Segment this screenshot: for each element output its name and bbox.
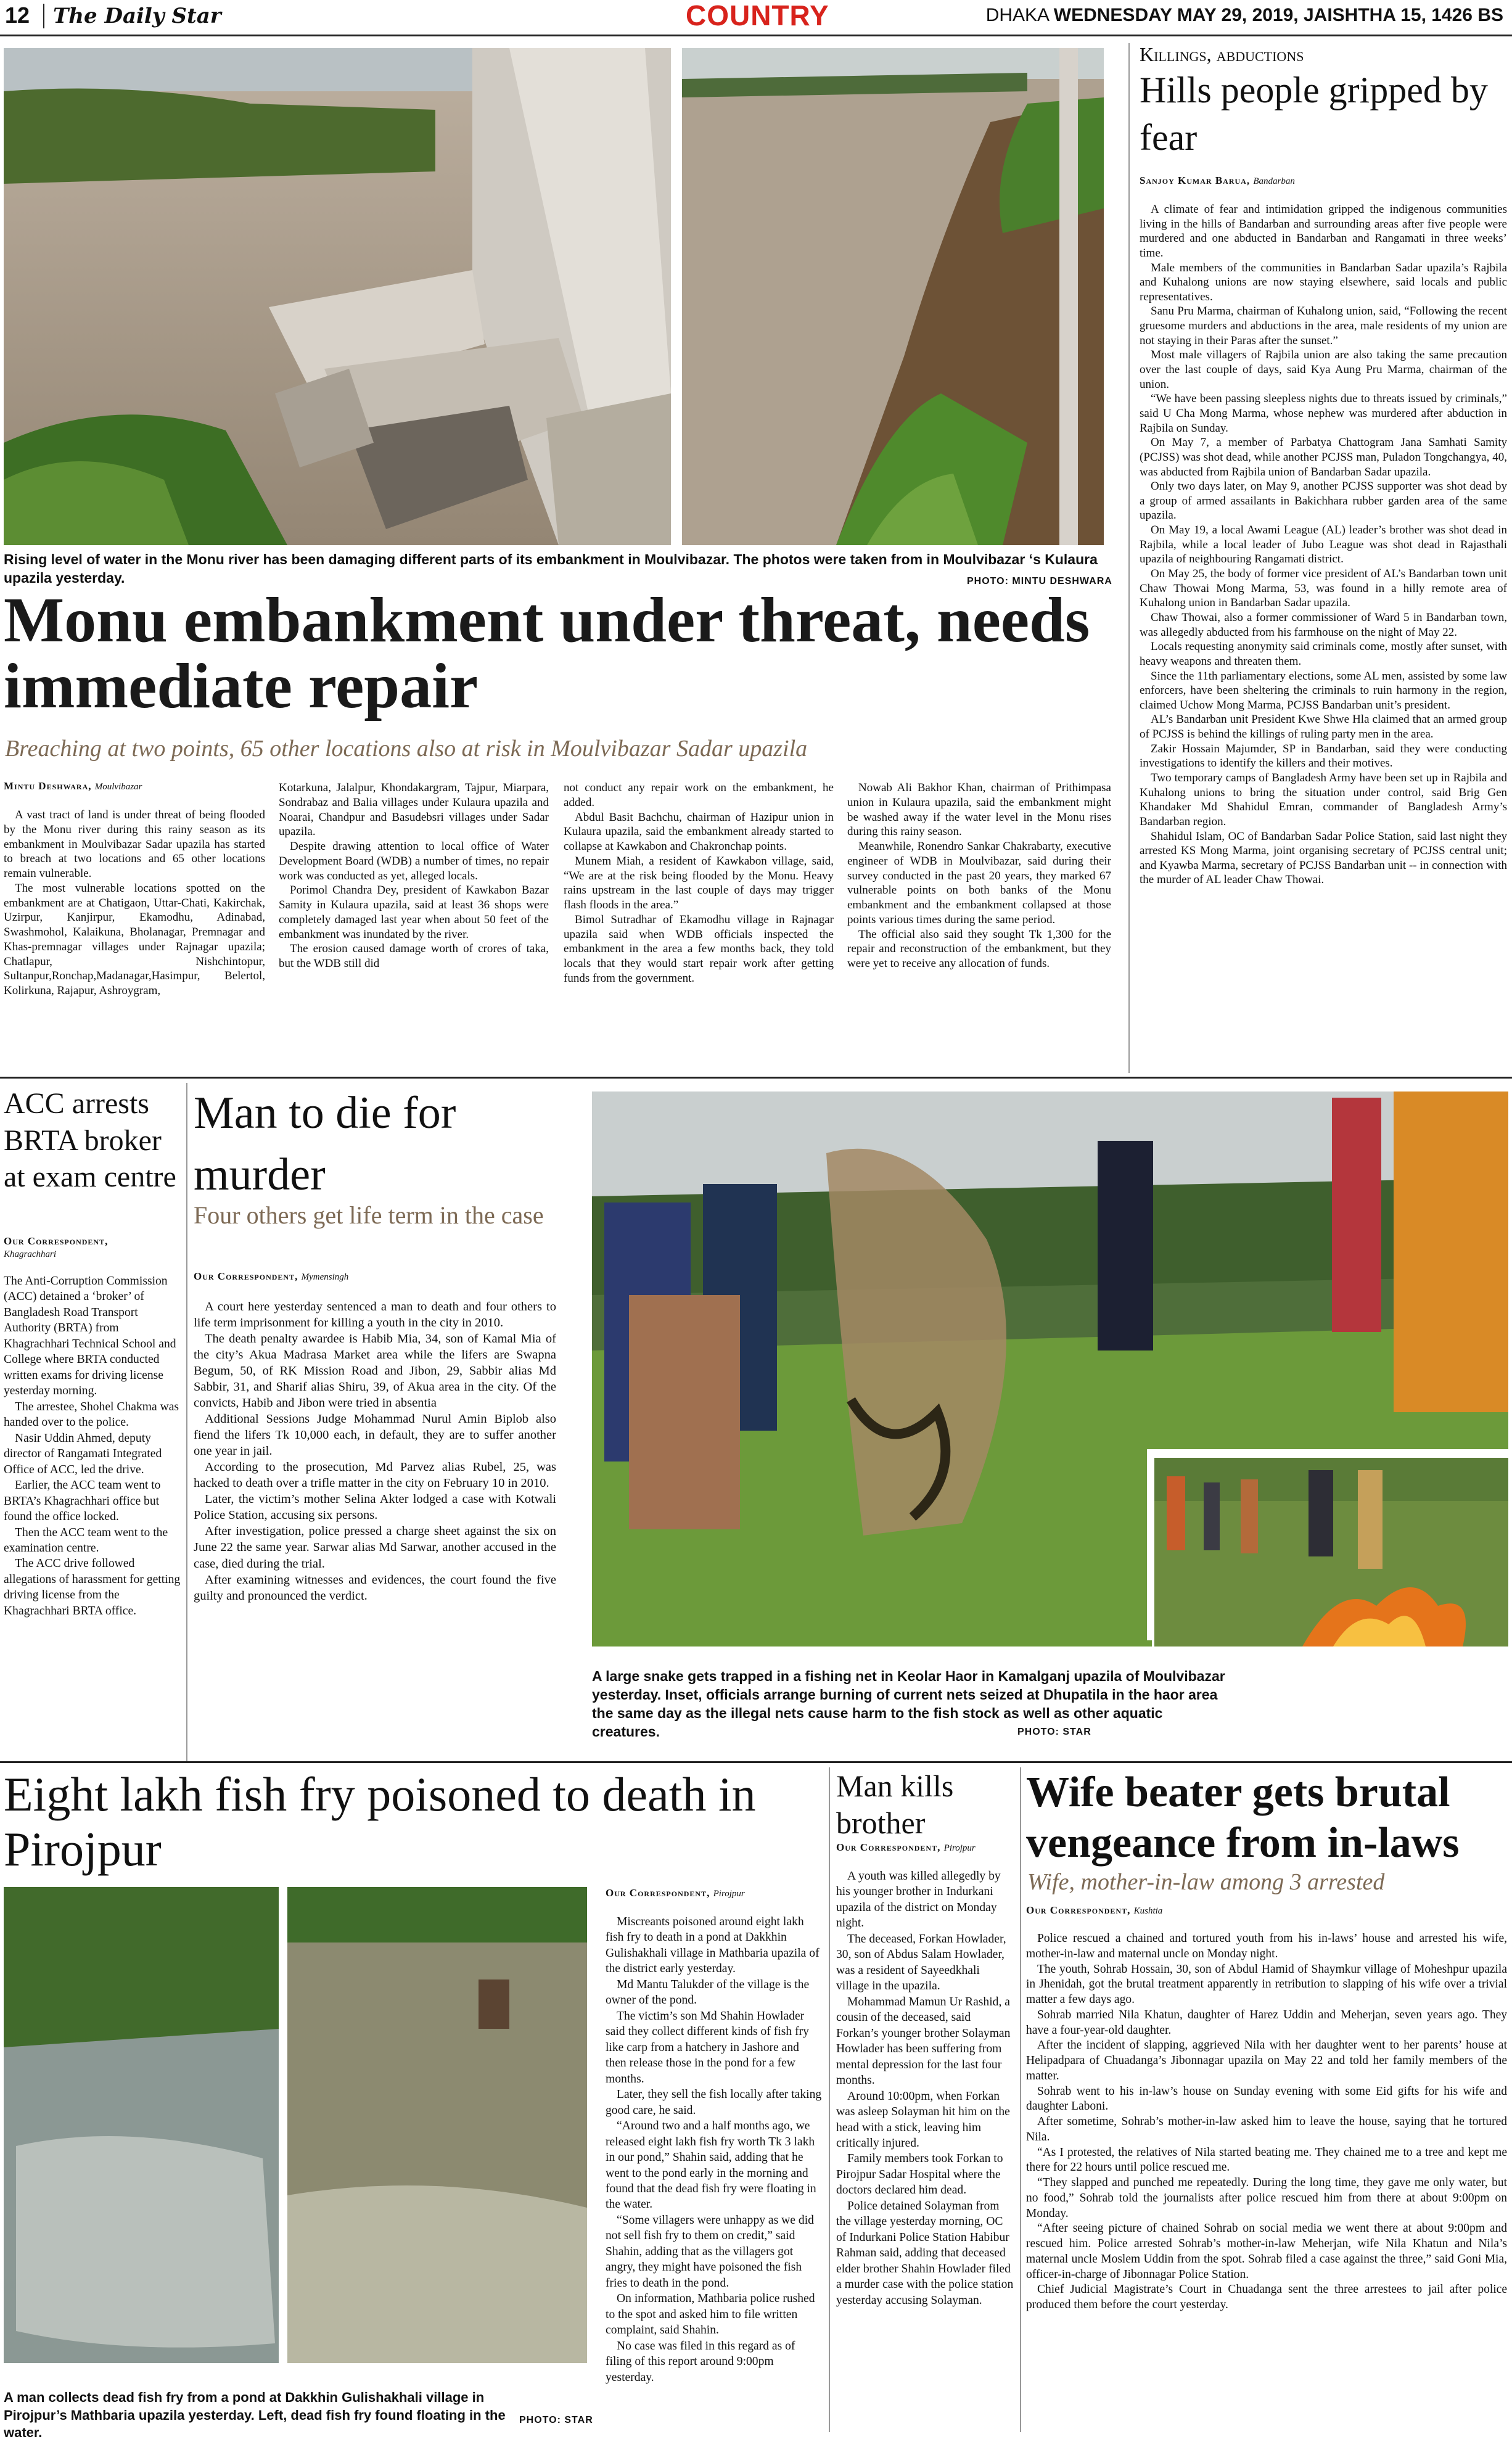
hills-kicker: Killings, abductions	[1140, 43, 1304, 65]
section-rule	[0, 1761, 1512, 1763]
section-rule	[0, 1077, 1512, 1079]
brother-body: A youth was killed allegedly by his younger brother in Indurkani upazila of the district on Monday night. The deceased, Forkan Howlader, 30, son of Abdus Salam Howlader, was a resident of Sayeedkhali village in the upazila. Mohammad Mamun Ur Rashid, a cousin of the deceased, said Forkan’s younger brother Solayman Howlader has been suffering from mental depression for the last four months. Around 10:00pm, when Forkan was asleep Solayman hit him on the head with a stick, leaving him critically injured. Family members took Forkan to Pirojpur Sadar Hospital where the doctors declared him dead. Police detained Solayman from the village yesterday morning, OC of Indurkani Police Station Habibur Rahman said, adding that deceased elder brother Shahin Howlader filed a murder case with the police station yesterday accusing Solayman.	[836, 1870, 1014, 2307]
dateline: DHAKA WEDNESDAY MAY 29, 2019, JAISHTHA 15, 1426 BS	[985, 5, 1503, 25]
newspaper-logo: The Daily Star	[43, 4, 221, 28]
acc-body: The Anti-Corruption Commission (ACC) detained a ‘broker’ of Bangladesh Road Transport Authority (BRTA) from Khagrachhari Technical School and College where BRTA conducted written exams for driving license yesterday morning. The arrestee, Shohel Chakma was handed over to the police. Nasir Uddin Ahmed, deputy director of Rangamati Integrated Office of ACC, led the drive. Earlier, the ACC team went to BRTA’s Khagrachhari office but found the office locked. Then the ACC team went to the examination centre. The ACC drive followed allegations of harassment for getting driving license from the Khagrachhari BRTA office.	[4, 1275, 181, 1618]
fish-byline: Our Correspondent, Pirojpur	[606, 1887, 745, 1899]
fish-body: Miscreants poisoned around eight lakh fish fry to death in a pond at Dakkhin Gulishakhali village in Mathbaria upazila of the district early yesterday. Md Mantu Talukder of the village is the owner of the pond. The victim’s son Md Shahin Howlader said they collect different kinds of fish fry like carp from a hatchery in Jashore and then release those in the pond for a few months. Later, they sell the fish locally after taking good care, he said. “Around two and a half months ago, we released eight lakh fish fry worth Tk 3 lakh in our pond,” Shahin said, adding that he went to the pond early in the morning and found that the dead fish fry were floating in the water. “Some villagers were unhappy as we did not sell fish fry to them on credit,” said Shahin, adding that as the villagers got angry, they might have poisoned the fish fries to death in the pond. On information, Mathbaria police rushed to the spot and asked him to file written complaint, said Shahin. No case was filed in this regard as of filing of this report around 9:00pm yesterday.	[606, 1915, 822, 2384]
embankment-photo-credit: PHOTO: MINTU DESHWARA	[967, 576, 1112, 586]
hills-body: A climate of fear and intimidation gripped the indigenous communities living in the hills of Bandarban and surrounding areas after five people were murdered and one abducted in Bandarban and Rangamati in three weeks’ time. Male members of the communities in Bandarban Sadar upazila’s Rajbila and Kuhalong unions are now staying elsewhere, said locals and public representatives. Sanu Pru Marma, chairman of Kuhalong union, said, “Following the recent gruesome murders and abductions in the area, male residents of my union are not staying in their Paras after the sunset.” Most male villagers of Rajbila union are also taking the same precaution over the last couple of days, said Kya Aung Pru Marma, chairman of the union. “We have been passing sleepless nights due to threats issued by criminals,” said U Cha Mong Marma, whose nephew was murdered after abduction in Rajbila on Sunday. On May 7, a member of Parbatya Chattogram Jana Samhati Samity (PCJSS) was shot dead, while another PCJSS man, Puladon Tongchangya, 40, was abducted from Rajbila union of Bandarban Sadar upazila. Only two days later, on May 9, another PCJSS supporter was shot dead by a group of armed assailants in Bakichhara rubber garden area of the same upazila. On May 19, a local Awami League (AL) leader’s brother was shot dead in Rajbila, while a local leader of Jubo League was shot dead in Rajasthali upazila of neighbouring Rangamati district. On May 25, the body of former vice president of AL’s Bandarban town unit Chaw Thowai Mong Marma, 53, was found in a hilly remote area of Kuhalong union in Bandarban Sadar upazila. Chaw Thowai, also a former commissioner of Ward 5 in Bandarban town, was allegedly abducted from his farmhouse on the night of May 22. Locals requesting anonymity said criminals come, mostly after sunset, with heavy weapons and threaten them. Since the 11th parliamentary elections, some AL men, assisted by some law enforcers, have been sheltering the criminals to ruin harmony in the region, claimed Uchow Mong Marma, PCJSS Bandarban unit’s president. AL’s Bandarban unit President Kwe Shwe Hla claimed that an armed group of PCJSS is behind the killings of ruling party men in the area. Zakir Hossain Majumder, SP in Bandarban, said they were conducting investigations to identify the killers and their motives. Two temporary camps of Bangladesh Army have been set up in Rajbila and Kuhalong unions to bring the situation under control, said Brig Gen Khandaker Md Shahidul Emran, commander of Bangladesh Army’s Bandarban region. Shahidul Islam, OC of Bandarban Sadar Police Station, said last night they arrested KS Mong Marma, joint organising secretary of PCJSS central unit; and Kyawba Marma, secretary of PCJSS Bandarban unit -- in connection with the murder of AL leader Chaw Thowai.	[1140, 203, 1507, 887]
murder-body: A court here yesterday sentenced a man to death and four others to life term imprisonment for killing a youth in the city in 2010. The death penalty awardee is Habib Mia, 34, son of Kamal Mia of the city’s Akua Madrasa Market area while the lifers are Swapna Begum, 50, of RK Mission Road and Jibon, 29, Sabbir alias Md Sabbir, 31, and Sharif alias Shiru, 39, of Akua area in the city. Of the convicts, Habib and Jibon were tried in absentia Additional Sessions Judge Mohammad Nurul Amin Biplob also fiend the lifers Tk 10,000 each, in default, they are to suffer another one year in jail. According to the prosecution, Md Parvez alias Rubel, 25, was hacked to death over a trifle matter in the city on February 10 in 2010. Later, the victim’s mother Selina Akter lodged a case with Kotwali Police Station, accusing six persons. After investigation, police pressed a charge sheet against the six on June 22 the same year. Sarwar alias Md Sarwar, another accused in the case, died during the trial. After examining witnesses and evidences, the court found the five guilty and pronounced the verdict.	[194, 1300, 556, 1603]
brother-byline: Our Correspondent, Pirojpur	[836, 1841, 976, 1853]
column-divider	[1128, 43, 1130, 1073]
embankment-photo-caption: Rising level of water in the Monu river has been damaging different parts of its embankment in Moulvibazar. The photos were taken from in Moulvibazar ‘s Kulaura upazila yesterday.	[4, 551, 1098, 586]
monu-column-4: Nowab Ali Bakhor Khan, chairman of Prithimpasa union in Kulaura upazila, said the embankment might be washed away if the water level in the Monu rises during this rainy season. Meanwhile, Ronendro Sankar Chakrabarty, executive engineer of WDB in Moulvibazar, said during their survey conducted in the past 20 years, they marked 67 vulnerable points on both banks of the Monu embankment and the embankment collapsed at those points various times during the same period. The official also said they sought Tk 1,300 for the repair and reconstruction of the embankment, but they were yet to receive any allocation of funds.	[847, 781, 1111, 970]
monu-deck: Breaching at two points, 65 other locations also at risk in Moulvibazar Sadar upazila	[5, 736, 808, 762]
wife-byline: Our Correspondent, Kushtia	[1026, 1904, 1163, 1916]
page-number: 12	[5, 2, 30, 28]
fish-photo-left	[4, 1887, 279, 2363]
fish-photo-credit: PHOTO: STAR	[519, 2415, 593, 2425]
snake-inset-photo	[1152, 1455, 1511, 1649]
page-header	[0, 0, 1512, 36]
column-divider	[186, 1083, 187, 1761]
monu-column-3: not conduct any repair work on the embankment, he added. Abdul Basit Bachchu, chairman of Hazipur union in Kulaura upazila, said the embankment already started to collapse at Kawkabon and Chakronchap points. Munem Miah, a resident of Kawkabon village, said, “We are at the risk being flooded by the Monu. Heavy rains upstream in the last couple of days may trigger flash floods in the area.” Bimol Sutradhar of Ekamodhu village in Rajnagar upazila said when WDB officials inspected the embankment in the area a few months back, they told locals that they would start repair work after getting funds from the government.	[564, 781, 834, 985]
embankment-photo-right	[682, 48, 1104, 545]
murder-headline: Man to die for murder	[194, 1088, 456, 1200]
acc-byline: Our Correspondent, Khagrachhari	[4, 1235, 109, 1259]
column-divider	[829, 1767, 830, 2432]
brother-headline: Man kills brother	[836, 1769, 954, 1840]
monu-byline: Mintu Deshwara, Moulvibazar	[4, 780, 142, 792]
fish-headline: Eight lakh fish fry poisoned to death in Pirojpur	[4, 1767, 756, 1876]
acc-headline: ACC arrests BRTA broker at exam centre	[4, 1087, 176, 1194]
wife-headline: Wife beater gets brutal vengeance from in-laws	[1026, 1769, 1460, 1867]
monu-column-2: Kotarkuna, Jalalpur, Khondakargram, Tajpur, Miarpara, Sondrabaz and Balia villages under Kulaura upazila and Noarai, Chandpur and Basudebsri villages under Sadar upazila. Despite drawing attention to local office of Water Development Board (WDB) a number of times, no repair work was conducted as yet, alleged locals. Porimol Chandra Dey, president of Kawkabon Bazar Samity in Kulaura upazila, said at least 36 shops were completely damaged last year when about 50 feet of the embankment was inundated by the river. The erosion caused damage worth of crores of taka, but the WDB still did	[279, 781, 549, 970]
section-title: COUNTRY	[686, 0, 829, 31]
wife-body: Police rescued a chained and tortured youth from his in-laws’ house and arrested his wife, mother-in-law and maternal uncle on Monday night. The youth, Sohrab Hossain, 30, son of Abdul Hamid of Shaymkur village of Moheshpur upazila in Jhenidah, got the brutal treatment apparently in retribution to slapping of his wife over a trivial matter a few days ago. Sohrab married Nila Khatun, daughter of Harez Uddin and Meherjan, seven years ago. They have a four-year-old daughter. After the incident of slapping, aggrieved Nila with her daughter went to her parents’ house at Helipadpara of Chuadanga’s Jibonnagar upazila on May 22 and told her family members of the matter. Sohrab went to his in-law’s house on Sunday evening with some Eid gifts for his wife and daughter Laboni. After sometime, Sohrab’s mother-in-law asked him to leave the house, saying that he tortured Nila. “As I protested, the relatives of Nila started beating me. They chained me to a tree and kept me there for 22 hours until police rescued me. “They slapped and punched me repeatedly. During the long time, they gave me only water, but no food,” Sohrab told the journalists after police rescued him from there at about 9:00pm on Monday. “After seeing picture of chained Sohrab on social media we went there at about 9:00pm and rescued him. Police arrested Sohrab’s mother-in-law Meherjan, wife Nila Khatun and Nila’s maternal uncle Moslem Uddin from the spot. Sohrab filed a case against the three,” said Goni Mia, officer-in-charge of Jibonnagar Police Station. Chief Judicial Magistrate’s Court in Chuadanga sent the three arrestees to jail after police produced them before the court yesterday.	[1026, 1932, 1507, 2311]
column-divider	[1020, 1767, 1021, 2432]
murder-deck: Four others get life term in the case	[194, 1201, 544, 1229]
fish-photo-caption: A man collects dead fish fry from a pond at Dakkhin Gulishakhali village in Pirojpur’s Mathbaria upazila yesterday. Left, dead fish fry found floating in the water.	[4, 2390, 506, 2441]
monu-column-1: A vast tract of land is under threat of being flooded by the Monu river during this rainy season as its embankment in Moulvibazar Sadar upazila has started to breach at two locations and 65 other locations remain vulnerable. The most vulnerable locations spotted on the embankment are at Chatigaon, Uttar-Chati, Kakirchak, Uzirpur, Kanjirpur, Ekamodhu, Adinabad, Swashmohol, Kalaikuna, Bholanagar, Premnagar and Khas-premnagar villages under Rajnagar upazila; Chatlapur, Nishchintopur, Sultanpur,Ronchap,Madanagar,Hasimpur, Belertol, Kolirkuna, Rajapur, Ashroygram,	[4, 808, 265, 997]
snake-photo-credit: PHOTO: STAR	[1017, 1727, 1091, 1737]
snake-photo-caption: A large snake gets trapped in a fishing net in Keolar Haor in Kamalganj upazila of Moulvibazar yesterday. Inset, officials arrange burning of current nets seized at Dhupatila in the haor area the same day as the illegal nets cause harm to the fish stock as well as other aquatic creatures.	[592, 1668, 1225, 1740]
hills-headline: Hills people gripped by fear	[1140, 70, 1488, 158]
monu-headline: Monu embankment under threat, needs immediate repair	[4, 585, 1090, 722]
hills-byline: Sanjoy Kumar Barua, Bandarban	[1140, 175, 1295, 186]
wife-deck: Wife, mother-in-law among 3 arrested	[1027, 1869, 1385, 1895]
murder-byline: Our Correspondent, Mymensingh	[194, 1270, 349, 1282]
fish-photo-right	[287, 1887, 587, 2363]
embankment-photo-left	[4, 48, 671, 545]
